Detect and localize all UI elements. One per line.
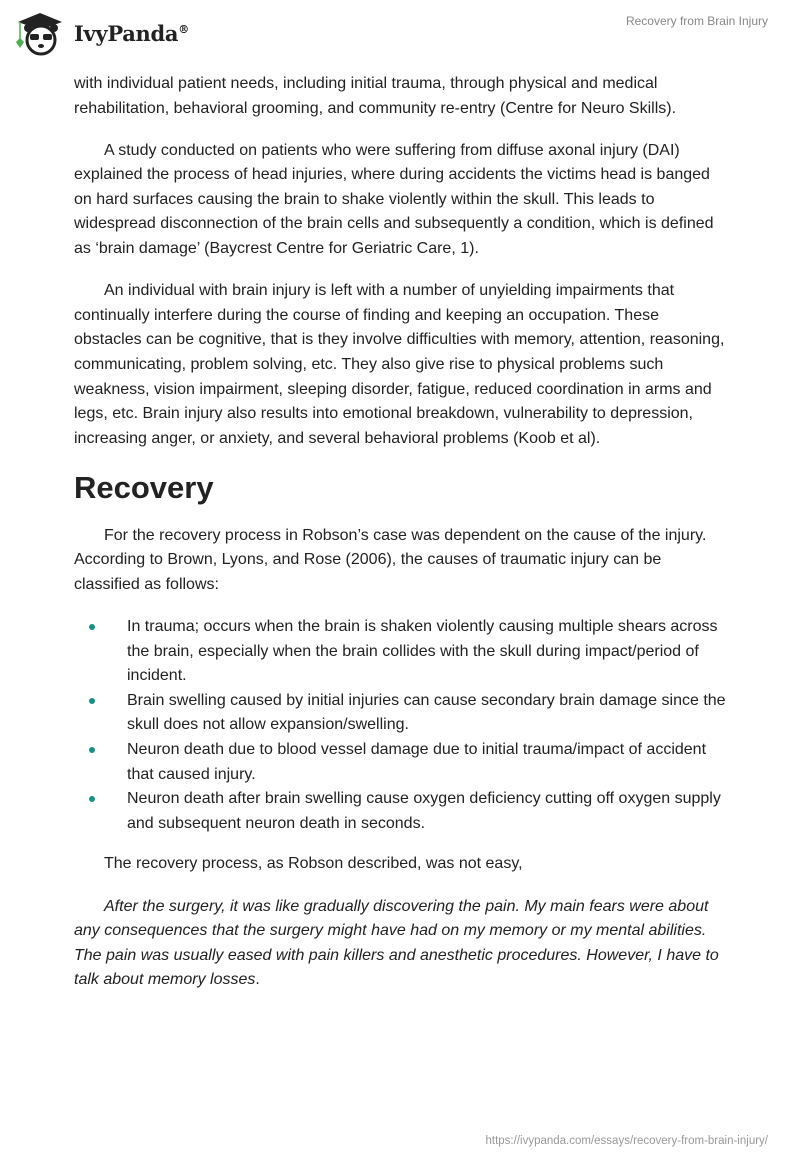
bullet-icon — [89, 698, 95, 704]
causes-list — [74, 615, 726, 836]
ivypanda-logo[interactable] — [14, 10, 189, 56]
bullet-icon — [89, 624, 95, 630]
list-item-text: In trauma; occurs when the brain is shaken violently causing multiple shears across the brain, especially when the brain collides with the skull during impact/period of incident. — [127, 618, 718, 685]
logo-text: IvyPanda — [74, 20, 179, 46]
document-body — [74, 72, 726, 1010]
paragraph: A study conducted on patients who were suffering from diffuse axonal injury (DAI) explained the process of head injuries, where during accidents the victims head is banged on hard surfaces causing the brain to shake violently within the skull. This leads to widespread disconnection of the brain cells and subsequently a condition, which is defined as ‘brain damage’ (Baycrest Centre for Geriatric Care, 1). — [74, 141, 714, 258]
list-item-text: Neuron death after brain swelling cause oxygen deficiency cutting off oxygen supply and subsequent neuron death in seconds. — [127, 790, 721, 832]
list-item-text: Brain swelling caused by initial injuries can cause secondary brain damage since the skull does not allow expansion/swelling. — [127, 691, 726, 734]
list-item — [127, 787, 726, 836]
lead-in: The recovery process, as Robson described, was not easy, — [104, 855, 523, 873]
registered-mark: ® — [178, 22, 189, 36]
section-intro: For the recovery process in Robson’s case was dependent on the cause of the injury. According to Brown, Lyons, and Rose (2006), the causes of traumatic injury can be classified as follows: — [74, 526, 707, 593]
source-url[interactable]: https://ivypanda.com/essays/recovery-from-brain-injury/ — [485, 1135, 768, 1147]
list-item — [127, 615, 726, 689]
section-heading: Recovery — [74, 469, 214, 505]
paragraph: An individual with brain injury is left with a number of unyielding impairments that continually interfere during the course of finding and keeping an occupation. These obstacles can be cognitive, that is they involve difficulties with memory, attention, reasoning, communicating, problem solving, etc. They also give rise to physical problems such weakness, vision impairment, sleeping disorder, fatigue, reduced coordination in arms and legs, etc. Brain injury also results into emotional breakdown, vulnerability to depression, increasing anger, or anxiety, and several behavioral problems (Koob et al). — [74, 282, 725, 447]
quote-end: . — [255, 971, 260, 989]
list-item — [127, 738, 726, 787]
quote-text: After the surgery, it was like gradually discovering the pain. My main fears were about any consequences that the surgery might have had on my memory or my mental abilities. The pain was usually eased with pain killers and anesthetic procedures. However, I have to talk about memory losses — [74, 897, 719, 989]
block-quote — [74, 895, 726, 993]
list-item-text: Neuron death due to blood vessel damage due to initial trauma/impact of accident that caused injury. — [127, 741, 707, 783]
paragraph: with individual patient needs, including initial trauma, through physical and medical rehabilitation, behavioral grooming, and community re-entry (Centre for Neuro Skills). — [74, 75, 677, 117]
bullet-icon — [89, 747, 95, 753]
bullet-icon — [89, 796, 95, 802]
panda-graduate-icon — [14, 10, 66, 56]
document-title: Recovery from Brain Injury — [625, 14, 768, 28]
list-item — [127, 689, 726, 738]
